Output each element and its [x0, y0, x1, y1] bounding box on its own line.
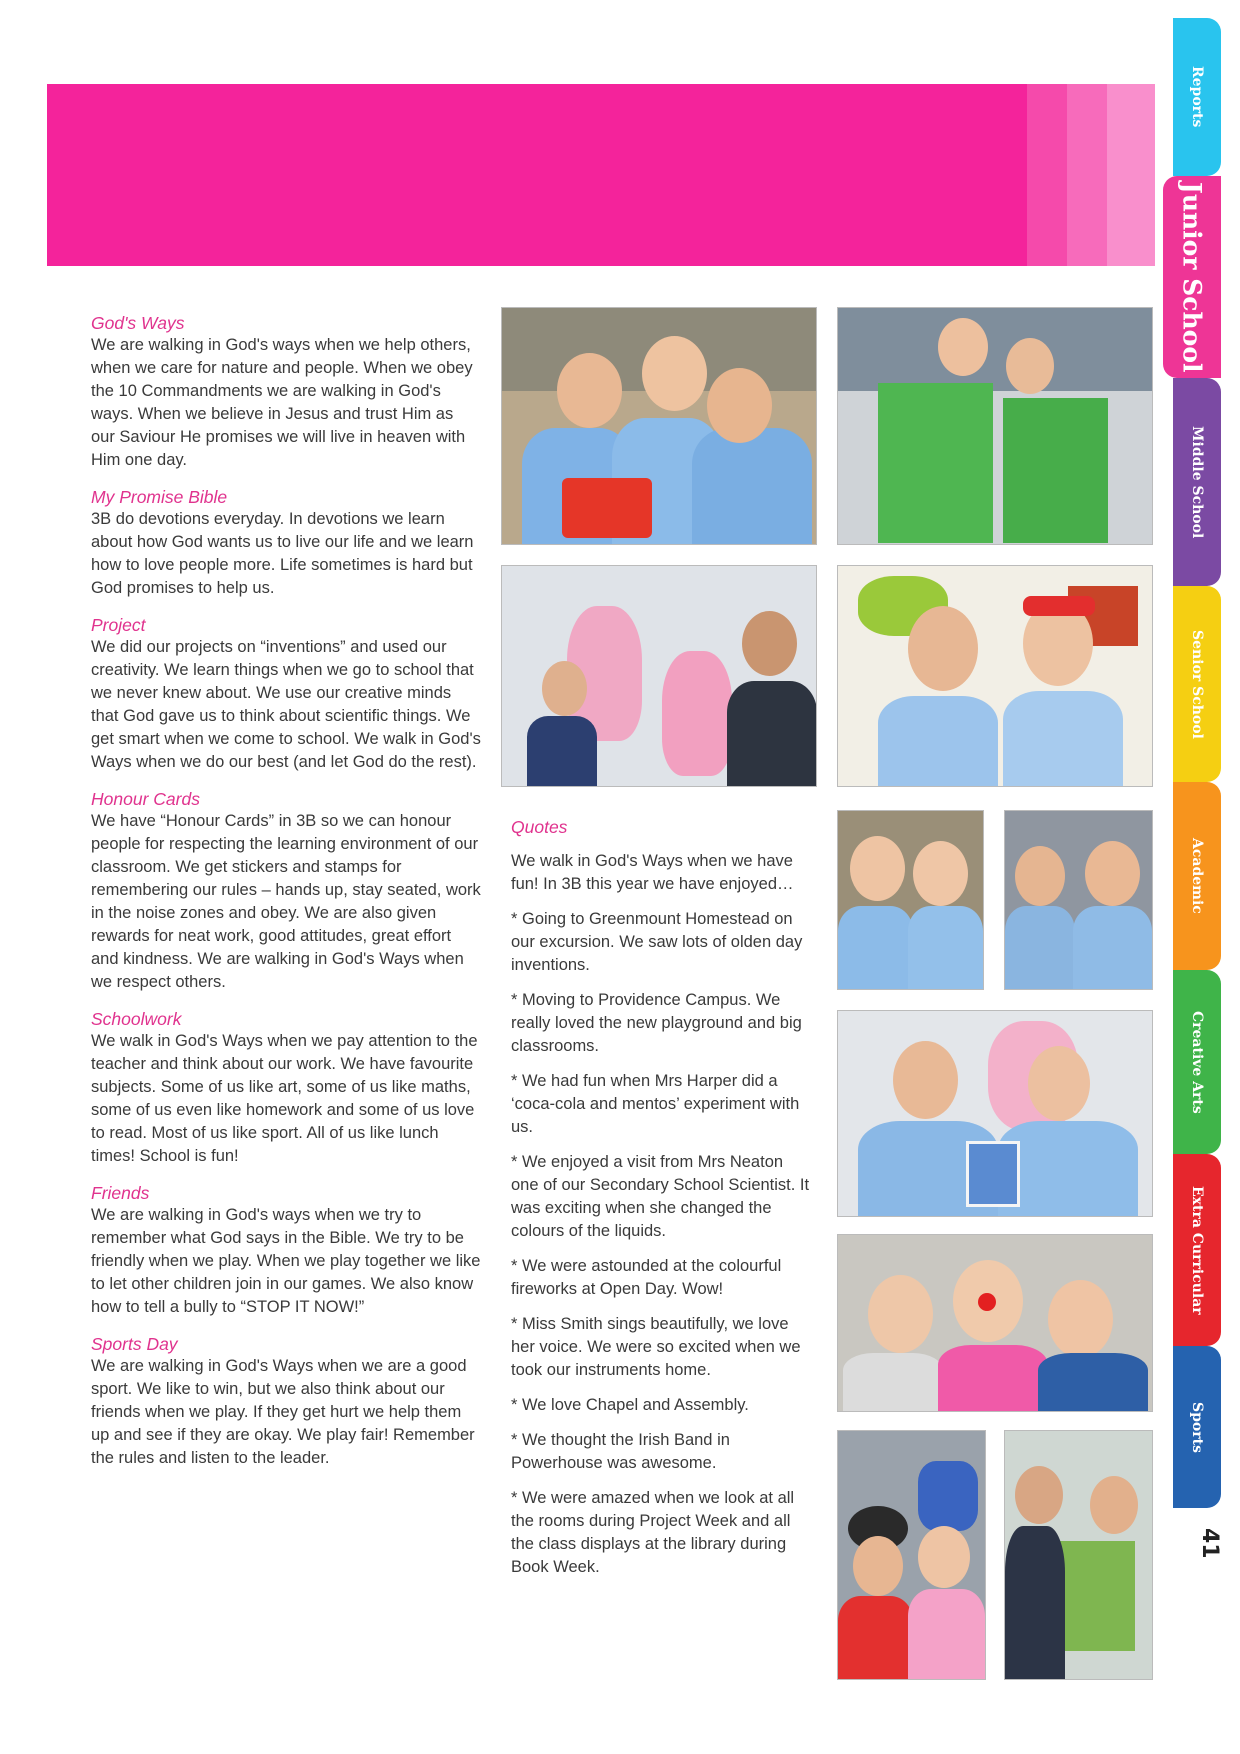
photo-boys-with-lunchbox: [501, 307, 817, 545]
quote-item: * Going to Greenmount Homestead on our excursion. We saw lots of olden day inventions.: [511, 910, 803, 974]
quote-item: * We were amazed when we look at all the rooms during Project Week and all the class displays at the library during Book Week.: [511, 1489, 795, 1576]
article-column: [91, 312, 481, 1484]
tab-senior-school[interactable]: Senior School: [1173, 586, 1221, 782]
quotes-intro: We walk in God's Ways when we have fun! In 3B this year we have enjoyed…: [511, 852, 794, 893]
article-section: [91, 1182, 481, 1319]
quote-item: * Moving to Providence Campus. We really loved the new playground and big classrooms.: [511, 991, 802, 1055]
section-heading: My Promise Bible: [91, 487, 228, 507]
tab-middle-school[interactable]: Middle School: [1173, 378, 1221, 586]
quote-item: * We were astounded at the colourful fireworks at Open Day. Wow!: [511, 1257, 782, 1298]
section-heading: Project: [91, 615, 146, 635]
quote-item: * We love Chapel and Assembly.: [511, 1396, 749, 1414]
article-section: [91, 614, 481, 774]
tab-extra-curricular[interactable]: Extra Curricular: [1173, 1154, 1221, 1346]
header-banner: [47, 84, 1155, 266]
section-body: We did our projects on “inventions” and used our creativity. We learn things when we go to school that we never knew about. We use our creative minds that God gave us to think about scientific things. We get smart when we come to school. We walk in God's Ways when we do our best (and let God do the rest).: [91, 638, 481, 771]
article-section: [91, 788, 481, 994]
photo-two-girls: [837, 810, 984, 990]
section-body: We are walking in God's Ways when we are a good sport. We like to win, but we also think about our friends when we play. If they get hurt we help them up and see if they are okay. We play fair! Remember the rules and listen to the leader.: [91, 1357, 475, 1467]
section-body: We are walking in God's ways when we try to remember what God says in the Bible. We try to be friendly when we play. When we play together we like to let other children join in our games. We also know how to tell a bully to “STOP IT NOW!”: [91, 1206, 481, 1316]
tab-reports[interactable]: Reports: [1173, 18, 1221, 176]
banner-main-block: [47, 84, 1027, 266]
quote-item: * Miss Smith sings beautifully, we love her voice. We were so excited when we took our instruments home.: [511, 1315, 801, 1379]
quote-item: * We enjoyed a visit from Mrs Neaton one of our Secondary School Scientist. It was exciting when she changed the colours of the liquids.: [511, 1153, 810, 1240]
photo-two-boys: [1004, 810, 1153, 990]
tab-academic[interactable]: Academic: [1173, 782, 1221, 970]
photo-footprint-display: [501, 565, 817, 787]
page-number: 41: [1197, 1528, 1222, 1559]
article-section: [91, 486, 481, 600]
section-tabs: [1173, 18, 1225, 1518]
section-heading: Honour Cards: [91, 789, 200, 809]
tab-junior-school[interactable]: Junior School: [1163, 176, 1221, 378]
section-body: We have “Honour Cards” in 3B so we can honour people for respecting the learning environment of our classroom. We get stickers and stamps for remembering our rules – hands up, stay seated, work in the noise zones and obey. We are also given rewards for neat work, good attitudes, great effort and kindness. We are walking in God's Ways when we respect others.: [91, 812, 481, 991]
section-heading: Sports Day: [91, 1334, 178, 1354]
quotes-column: [511, 816, 811, 1591]
tab-sports[interactable]: Sports: [1173, 1346, 1221, 1508]
article-section: [91, 312, 481, 472]
article-section: [91, 1333, 481, 1470]
tab-creative-arts[interactable]: Creative Arts: [1173, 970, 1221, 1154]
quote-item: * We thought the Irish Band in Powerhouse was awesome.: [511, 1431, 730, 1472]
photo-girls-with-clown-nose: [837, 1234, 1153, 1412]
banner-stripe: [1067, 84, 1107, 266]
section-heading: Schoolwork: [91, 1009, 182, 1029]
photo-boys-in-classroom: [1004, 1430, 1153, 1680]
article-section: [91, 1008, 481, 1168]
section-heading: Friends: [91, 1183, 150, 1203]
section-body: We walk in God's Ways when we pay attention to the teacher and think about our work. We have favourite subjects. Some of us like art, some of us like maths, some of us even like homework and some of us love to read. Most of us like sport. All of us like lunch times! School is fun!: [91, 1032, 478, 1165]
photo-dress-up-hats: [837, 1430, 986, 1680]
quotes-heading: Quotes: [511, 817, 568, 837]
photo-boys-with-paintings: [837, 565, 1153, 787]
section-body: 3B do devotions everyday. In devotions we learn about how God wants us to live our life and we learn how to love people more. Life sometimes is hard but God promises to help us.: [91, 510, 474, 597]
photo-boys-with-posters: [837, 307, 1153, 545]
quote-item: * We had fun when Mrs Harper did a ‘coca-cola and mentos’ experiment with us.: [511, 1072, 800, 1136]
banner-stripe: [1027, 84, 1067, 266]
section-body: We are walking in God's ways when we help others, when we care for nature and people. When we obey the 10 Commandments we are walking in God's ways. When we believe in Jesus and trust Him as our Saviour He promises we will live in heaven with Him one day.: [91, 336, 473, 469]
photo-kids-with-promise-bible: [837, 1010, 1153, 1217]
banner-stripe: [1107, 84, 1155, 266]
section-heading: God's Ways: [91, 313, 185, 333]
